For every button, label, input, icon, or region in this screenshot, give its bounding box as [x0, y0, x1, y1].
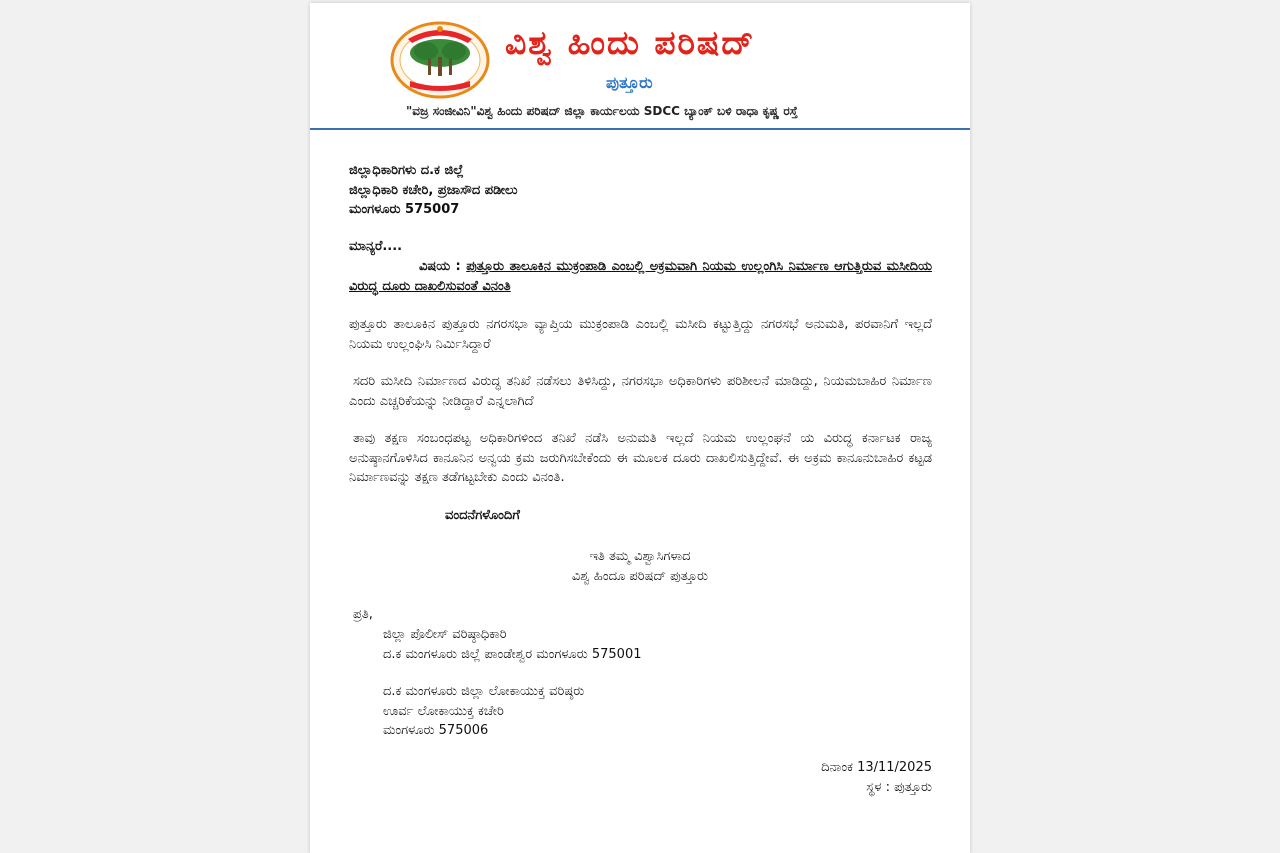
vhp-logo-icon [390, 21, 490, 99]
signature-line-1: ಇತಿ ತಮ್ಮ ವಿಶ್ವಾಸಿಗಳಾದ [589, 549, 691, 564]
subject-block [349, 257, 932, 296]
recipient-line-2: ಜಿಲ್ಲಾಧಿಕಾರಿ ಕಚೇರಿ, ಪ್ರಜಾಸೌದ ಪಡೀಲು [349, 182, 518, 198]
copy-recipient-2-line-1: ದ.ಕ ಮಂಗಳೂರು ಜಿಲ್ಲಾ ಲೋಕಾಯುಕ್ತ ವರಿಷ್ಠರು [383, 684, 585, 699]
recipient-line-1: ಜಿಲ್ಲಾಧಿಕಾರಿಗಳು ದ.ಕ ಜಿಲ್ಲೆ [349, 163, 464, 178]
copy-recipient-2-line-2: ಊರ್ವ ಲೋಕಾಯುಕ್ತ ಕಚೇರಿ [383, 703, 504, 719]
copy-label [353, 605, 373, 625]
date-line: ದಿನಾಂಕ 13/11/2025 [821, 760, 932, 775]
letter-page [310, 3, 970, 853]
recipient-line-3: ಮಂಗಳೂರು 575007 [349, 202, 460, 217]
letterhead [310, 3, 970, 131]
place-line: ಸ್ಥಳ : ಪುತ್ತೂರು [866, 780, 932, 795]
copy-recipient-2 [383, 682, 584, 741]
signature-block [310, 547, 970, 587]
org-name: ವಿಶ್ವ ಹಿಂದು ಪರಿಷದ್ [505, 23, 756, 62]
salutation: ಮಾನ್ಯರೆ.... [349, 239, 403, 254]
paragraph-3: ತಾವು ತಕ್ಷಣ ಸಂಬಂಧಪಟ್ಟ ಅಧಿಕಾರಿಗಳಿಂದ ತನಿಖೆ ನಡೆಸಿ ಅನುಮತಿ ಇಲ್ಲದೆ ನಿಯಮ ಉಲ್ಲಂಘನೆ ಯ ವಿರುದ್ಧ ಕರ್ನಾಟಕ ರಾಜ್ಯ ಅನುಷ್ಠಾನಗೊಳಿಸಿದ ಕಾನೂನಿನ ಅನ್ವಯ ಕ್ರಮ ಜರುಗಿಸಬೇಕೆಂದು ಈ ಮೂಲಕ ದೂರು ದಾಖಲಿಸುತ್ತಿದ್ದೇವೆ. ಈ ಅಕ್ರಮ ಕಾನೂನುಬಾಹಿರ ಕಟ್ಟಡ ನಿರ್ಮಾಣವನ್ನು ತಕ್ಷಣ ತಡೆಗಟ್ಟಬೇಕು ಎಂದು ವಿನಂತಿ. [349, 431, 932, 485]
recipient-block [349, 161, 932, 220]
copy-recipient-2-line-3: ಮಂಗಳೂರು 575006 [383, 723, 489, 738]
copy-recipient-1-line-2: ದ.ಕ ಮಂಗಳೂರು ಜಿಲ್ಲೆ ಪಾಂಡೇಶ್ವರ ಮಂಗಳೂರು 575001 [383, 646, 642, 662]
copy-recipient-1-line-1: ಜಿಲ್ಲಾ ಪೊಲೀಸ್ ವರಿಷ್ಠಾಧಿಕಾರಿ [383, 627, 507, 642]
header-rule [310, 128, 970, 130]
paragraph-2: ಸದರಿ ಮಸೀದಿ ನಿರ್ಮಾಣದ ವಿರುದ್ಧ ತನಿಖೆ ನಡೆಸಲು ತಿಳಿಸಿದ್ದು, ನಗರಸಭಾ ಅಧಿಕಾರಿಗಳು ಪರಿಶೀಲನೆ ಮಾಡಿದ್ದು, ನಿಯಮಬಾಹಿರ ನಿರ್ಮಾಣ ಎಂದು ಎಚ್ಚರಿಕೆಯನ್ನು ನೀಡಿದ್ದಾರೆ ಎನ್ನಲಾಗಿದೆ [349, 374, 932, 409]
paragraph-1: ಪುತ್ತೂರು ತಾಲೂಕಿನ ಪುತ್ತೂರು ನಗರಸಭಾ ವ್ಯಾಪ್ತಿಯ ಮುಕ್ರಂಪಾಡಿ ಎಂಬಲ್ಲಿ ಮಸೀದಿ ಕಟ್ಟುತ್ತಿದ್ದು ನಗರಸಭೆ ಅನುಮತಿ, ಪರವಾನಿಗೆ ಇಲ್ಲದೆ ನಿಯಮ ಉಲ್ಲಂಘಿಸಿ ನಿರ್ಮಿಸಿದ್ದಾರೆ [349, 317, 932, 352]
date-place-block [821, 758, 932, 798]
subject-label: ವಿಷಯ : [419, 259, 461, 274]
signature-line-2: ವಿಶ್ವ ಹಿಂದೂ ಪರಿಷದ್ ಪುತ್ತೂರು [571, 569, 709, 584]
closing: ವಂದನೆಗಳೊಂದಿಗೆ [445, 508, 520, 523]
org-address: "ವಜ್ರ ಸಂಜೀವಿನಿ"ವಿಶ್ವ ಹಿಂದು ಪರಿಷದ್ ಜಿಲ್ಲಾ ಕಾರ್ಯಲಯ SDCC ಬ್ಯಾಂಕ್ ಬಳಿ ರಾಧಾ ಕೃಷ್ಣ ರಸ್ತೆ [406, 104, 798, 118]
org-branch: ಪುತ್ತೂರು [606, 73, 653, 92]
subject-text: ಪುತ್ತೂರು ತಾಲೂಕಿನ ಮುಕ್ರಂಪಾಡಿ ಎಂಬಲ್ಲಿ ಅಕ್ರಮವಾಗಿ ನಿಯಮ ಉಲ್ಲಂಗಿಸಿ ನಿರ್ಮಾಣ ಆಗುತ್ತಿರುವ ಮಸೀದಿಯ ವಿರುದ್ಧ ದೂರು ದಾಖಲಿಸುವಂತೆ ವಿನಂತಿ [349, 259, 933, 294]
copy-recipient-1 [383, 625, 642, 664]
copy-to-label: ಪ್ರತಿ, [353, 607, 373, 622]
